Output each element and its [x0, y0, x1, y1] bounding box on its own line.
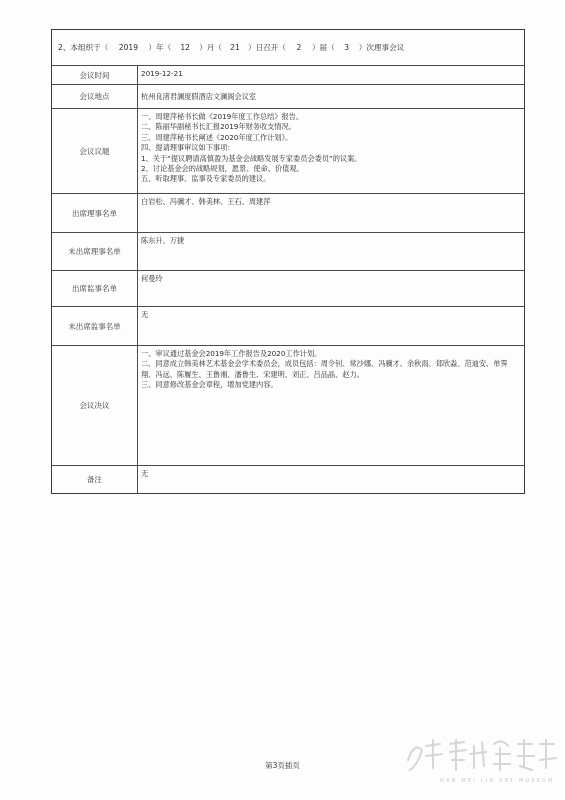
present-directors-label: 出席理事名单	[52, 194, 138, 232]
remarks-value: 无	[141, 469, 149, 478]
present-supervisors-label: 出席监事名单	[52, 271, 138, 306]
header-year-unit: ）年（	[148, 43, 172, 52]
meeting-time-value: 2019-12-21	[141, 69, 183, 78]
meeting-location-value: 杭州良渚君澜度假酒店文澜阁会议室	[141, 91, 257, 101]
agenda-line: 三、周建萍秘书长阐述《2020年度工作计划》。	[141, 132, 293, 142]
row-present-supervisors	[52, 270, 524, 306]
meeting-location-label: 会议地点	[52, 85, 138, 108]
resolutions-label: 会议决议	[52, 346, 138, 465]
resolution-line: 三、同意修改基金会章程，增加党建内容。	[141, 380, 278, 390]
row-resolutions	[52, 345, 524, 465]
header-prefix: 2、本组织于（	[58, 43, 109, 52]
header-day: 21	[230, 43, 240, 52]
row-absent-directors	[52, 232, 524, 270]
agenda-label: 会议议题	[52, 109, 138, 193]
header-month-unit: ）月（	[199, 43, 222, 52]
absent-supervisors-label: 未出席监事名单	[52, 307, 138, 345]
row-remarks	[52, 465, 524, 493]
remarks-label: 备注	[52, 466, 138, 493]
resolutions-value	[138, 346, 524, 465]
row-present-directors	[52, 193, 524, 232]
absent-supervisors-value: 无	[141, 310, 149, 319]
present-supervisors-value: 何曼玲	[141, 274, 163, 283]
header-month: 12	[180, 43, 191, 52]
agenda-line: 1、关于“提议聘请高慎盈为基金会战略发展专家委员会委员”的议案。	[141, 153, 362, 163]
present-directors-value: 白岩松、冯骥才、韩美林、王石、周建萍	[141, 197, 271, 206]
agenda-line: 2、讨论基金会的战略规划，愿景、使命、价值观。	[141, 164, 304, 174]
row-meeting-location	[52, 84, 524, 108]
agenda-line: 一、周建萍秘书长做《2019年度工作总结》报告。	[141, 112, 304, 121]
council-meeting-form	[51, 29, 525, 494]
row-agenda	[52, 108, 524, 193]
row-meeting-time	[52, 65, 524, 84]
absent-directors-label: 未出席理事名单	[52, 233, 138, 270]
row-absent-supervisors	[52, 306, 524, 345]
agenda-line: 四、提请理事审议如下事项：	[141, 143, 235, 153]
resolution-line: 二、同意成立韩美林艺术基金会学术委员会，成员包括：周令钊、常沙娜、冯骥才、余秋雨、郑欣淼、范迪安、单霁翔、冯远、陈履生、王鲁湘、潘鲁生、宋建明、刘正、吕品晶、赵力。	[141, 359, 508, 379]
museum-english-watermark: HAN MEI LIN ART MUSEUM	[440, 778, 555, 784]
meeting-header	[52, 30, 524, 65]
absent-directors-value: 陈东升、万捷	[141, 236, 185, 245]
header-session-unit: ）届（	[311, 43, 335, 52]
header-meeting-no: 3	[344, 43, 350, 52]
resolution-line: 一、审议通过基金会2019年工作报告及2020工作计划。	[141, 349, 322, 358]
header-day-unit: ）日召开（	[247, 43, 286, 52]
agenda-line: 五、听取理事、监事及专家委员的建议。	[141, 174, 271, 184]
meeting-time-label: 会议时间	[52, 66, 138, 84]
header-meeting-unit: ）次理事会议	[358, 43, 405, 52]
agenda-value	[138, 109, 524, 193]
agenda-line: 二、陈丽华副秘书长汇报2019年财务收支情况。	[141, 122, 296, 132]
header-session: 2	[296, 43, 302, 52]
header-year: 2019	[118, 43, 139, 52]
page-number: 第3页插页	[265, 761, 300, 770]
